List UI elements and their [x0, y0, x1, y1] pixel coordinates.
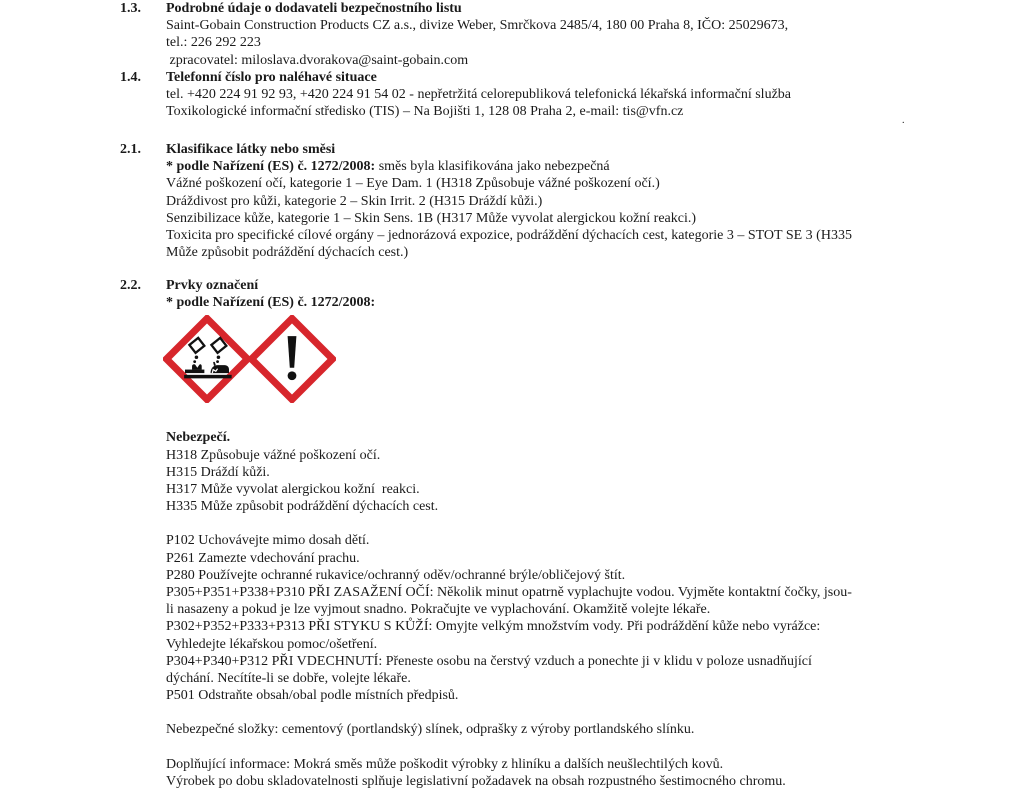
- regulation-reference: * podle Nařízení (ES) č. 1272/2008:: [166, 159, 376, 175]
- precautionary-statement: dýchání. Necítíte-li se dobře, volejte lékaře.: [166, 671, 411, 687]
- spacer: [166, 739, 906, 756]
- supplementary-info: Doplňující informace: Mokrá směs může poškodit výrobky z hliníku a dalších neušlechtilých kovů.: [166, 756, 724, 772]
- ghs-pictograms: [166, 315, 906, 405]
- section-number: 2.2.: [120, 278, 141, 293]
- section-body: [166, 69, 906, 121]
- supplier-contact-email: zpracovatel: miloslava.dvorakova@saint-gobain.com: [166, 52, 469, 68]
- classification-item: Senzibilizace kůže, kategorie 1 – Skin Sens. 1B (H317 Může vyvolat alergickou kožní reakci.): [166, 210, 697, 226]
- hazard-statement: H317 Může vyvolat alergickou kožní reakci.: [166, 482, 420, 498]
- regulation-line: [166, 158, 906, 175]
- precautionary-statement: P304+P340+P312 PŘI VDECHNUTÍ: Přeneste osobu na čerstvý vzduch a ponechte ji v klidu v poloze usnadňující: [166, 653, 812, 669]
- stray-mark: .: [902, 115, 905, 126]
- precautionary-statement: P280 Používejte ochranné rukavice/ochranný oděv/ochranné brýle/obličejový štít.: [166, 567, 626, 583]
- spacer: [166, 704, 906, 721]
- precautionary-statement: P302+P352+P333+P313 PŘI STYKU S KŮŽÍ: Omyjte velkým množstvím vody. Při podráždění kůže nebo vyrážce:: [166, 619, 821, 635]
- section-title: Prvky označení: [166, 278, 259, 293]
- supplier-phone: tel.: 226 292 223: [166, 35, 261, 51]
- section-body: [166, 0, 906, 69]
- section-number: 1.3.: [120, 1, 141, 16]
- section-title: Telefonní číslo pro naléhavé situace: [166, 70, 377, 85]
- hazard-statement: H335 Může způsobit podráždění dýchacích cest.: [166, 499, 439, 515]
- section-title: Podrobné údaje o dodavateli bezpečnostního listu: [166, 1, 462, 16]
- section-number: 1.4.: [120, 70, 141, 85]
- supplementary-info: Výrobek po dobu skladovatelnosti splňuje legislativní požadavek na obsah rozpustného šestimocného chromu.: [166, 773, 786, 789]
- precautionary-statement: Vyhledejte lékařskou pomoc/ošetření.: [166, 636, 378, 652]
- supplier-address: Saint-Gobain Construction Products CZ a.s., divize Weber, Smrčkova 2485/4, 180 00 Praha 8, IČO: 25029673,: [166, 18, 789, 34]
- classification-item: Dráždivost pro kůži, kategorie 2 – Skin Irrit. 2 (H315 Dráždí kůži.): [166, 193, 543, 209]
- classification-item: Může způsobit podráždění dýchacích cest.): [166, 245, 409, 261]
- precautionary-statement: P305+P351+P338+P310 PŘI ZASAŽENÍ OČÍ: Několik minut opatrně vyplachujte vodou. Vyjměte kontaktní čočky, jsou-: [166, 585, 852, 601]
- spacer: [166, 515, 906, 532]
- exclamation-pictogram-icon: [248, 315, 336, 403]
- hazard-statement: H318 Způsobuje vážné poškození očí.: [166, 447, 381, 463]
- emergency-phone: tel. +420 224 91 92 93, +420 224 91 54 02 - nepřetržitá celorepubliková telefonická lékařská informační služba: [166, 87, 791, 103]
- section-body: [166, 141, 906, 261]
- precautionary-statement: P501 Odstraňte obsah/obal podle místních předpisů.: [166, 688, 459, 704]
- toxicology-center: Toxikologické informační středisko (TIS) – Na Bojišti 1, 128 08 Praha 2, e-mail: tis@vfn.cz: [166, 104, 684, 120]
- regulation-reference: * podle Nařízení (ES) č. 1272/2008:: [166, 295, 376, 311]
- hazard-statement: H315 Dráždí kůži.: [166, 464, 270, 480]
- classification-result: směs byla klasifikována jako nebezpečná: [375, 159, 610, 175]
- classification-item: Toxicita pro specifické cílové orgány – jednorázová expozice, podráždění dýchacích cest, kategorie 3 – STOT SE 3 (H335: [166, 228, 852, 244]
- signal-word: Nebezpečí.: [166, 430, 231, 446]
- precautionary-statement: li nasazeny a pokud je lze vyjmout snadno. Pokračujte ve vyplachování. Okamžitě volejte lékaře.: [166, 602, 711, 618]
- classification-item: Vážné poškození očí, kategorie 1 – Eye Dam. 1 (H318 Způsobuje vážné poškození očí.): [166, 176, 660, 192]
- hazardous-components: Nebezpečné složky: cementový (portlandský) slínek, odprašky z výroby portlandského slínku.: [166, 722, 695, 738]
- section-body: [166, 277, 906, 790]
- corrosion-pictogram-icon: [163, 315, 251, 403]
- section-title: Klasifikace látky nebo směsi: [166, 142, 336, 157]
- precautionary-statement: P261 Zamezte vdechování prachu.: [166, 550, 360, 566]
- spacer: [166, 405, 906, 429]
- precautionary-statement: P102 Uchovávejte mimo dosah dětí.: [166, 533, 370, 549]
- section-number: 2.1.: [120, 142, 141, 157]
